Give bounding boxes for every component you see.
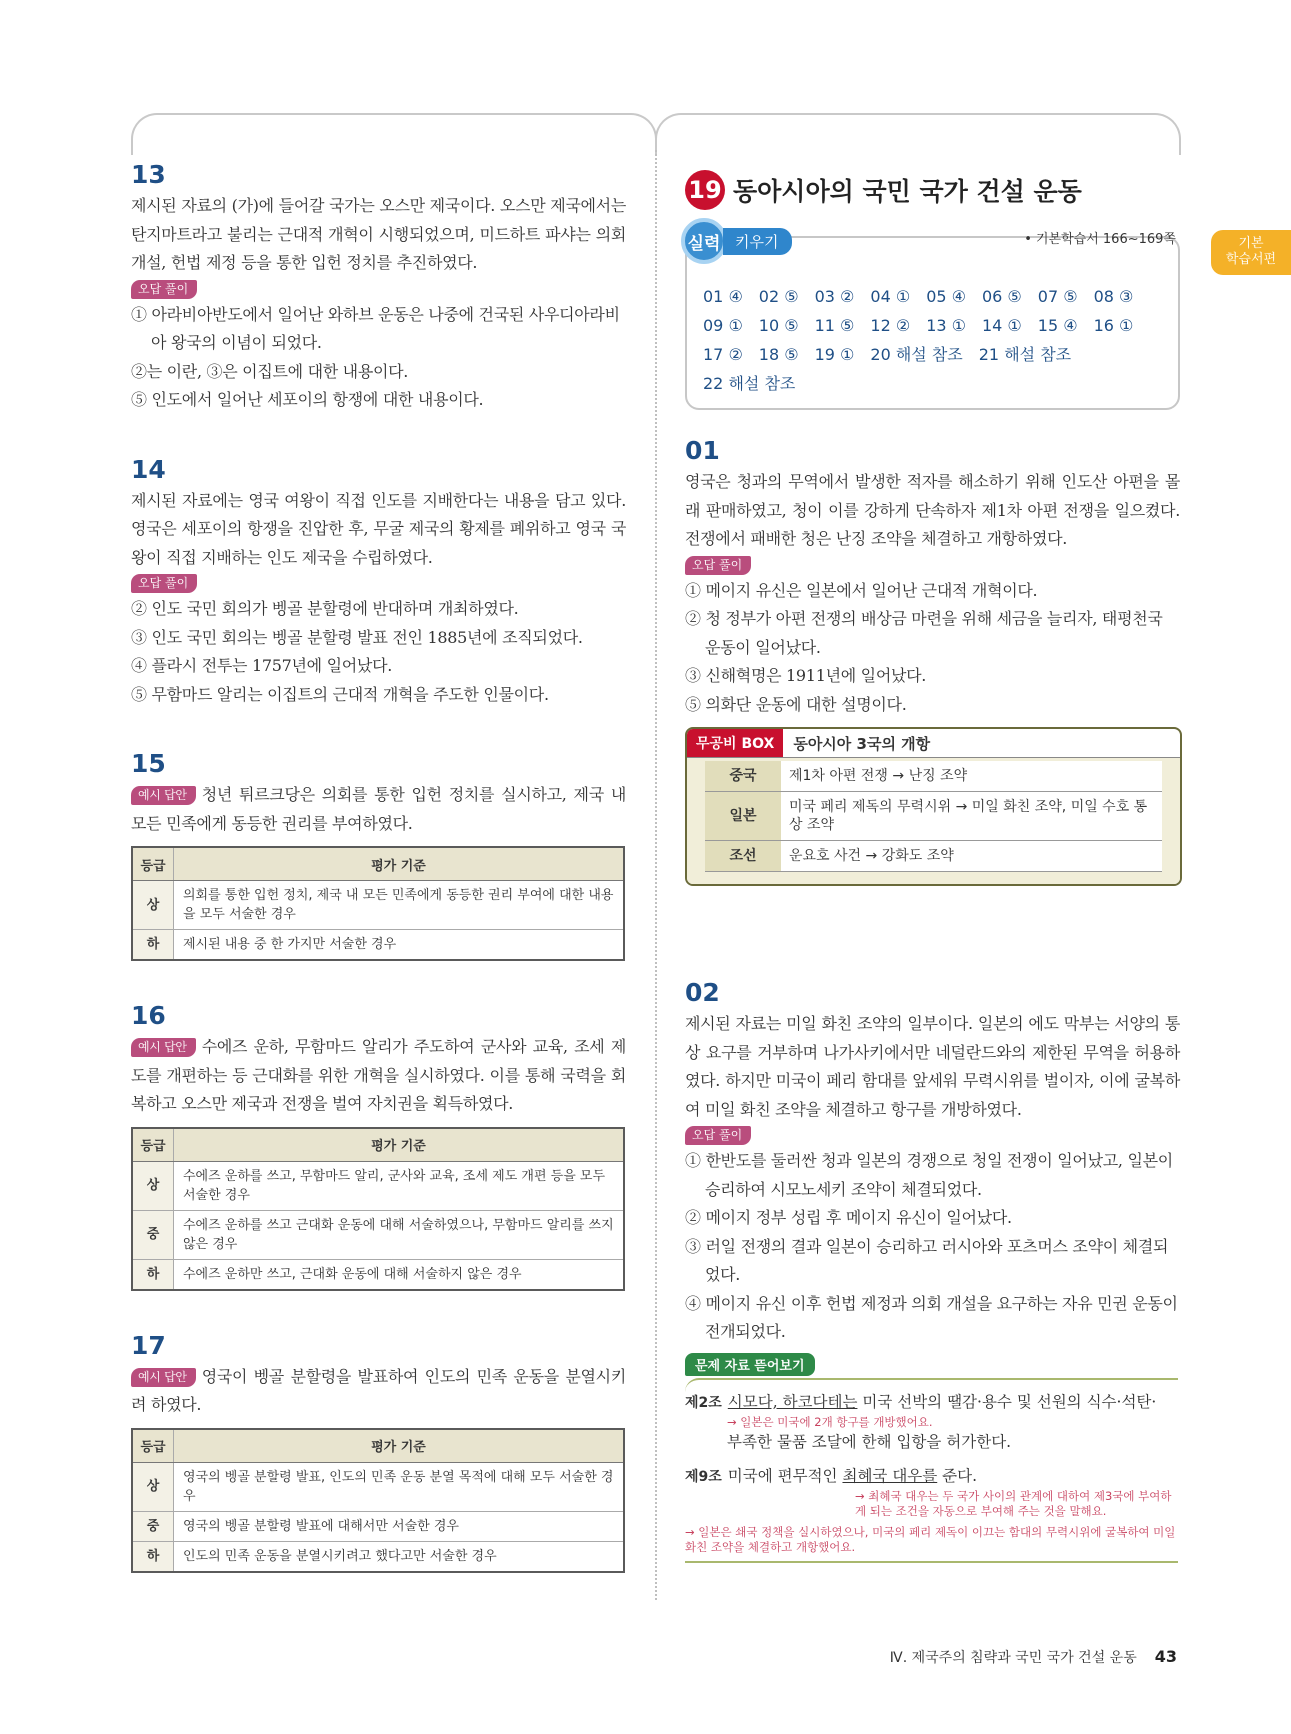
table-header-row (132, 1128, 624, 1162)
skill-circle: 실력 (681, 218, 727, 264)
explanation-text: 제시된 자료의 (가)에 들어갈 국가는 오스만 제국이다. 오스만 제국에서는 탄지마트라고 불리는 근대적 개혁이 시행되었으며, 미드하트 파샤는 의회 개설, 헌법 제정 등을 통한 입헌 정치를 추진하였다. (131, 196, 626, 272)
answer-item: 09 ① (703, 316, 743, 335)
criteria-cell: 수에즈 운하만 쓰고, 근대화 운동에 대해 서술하지 않은 경우 (174, 1259, 625, 1290)
answer-item: 17 ② (703, 345, 743, 364)
grade-cell: 하 (132, 1259, 174, 1290)
info-box-body (687, 758, 1180, 884)
question-number: 13 (131, 160, 166, 189)
list-item: ② 청 정부가 아편 전쟁의 배상금 마련을 위해 세금을 늘리자, 태평천국 운동이 일어났다. (685, 609, 1163, 657)
table-row (705, 792, 1162, 841)
desc-cell: 운요호 사건 → 강화도 조약 (781, 841, 1162, 872)
reference-text: • 기본학습서 166~169쪽 (1024, 232, 1176, 247)
country-cell: 중국 (705, 761, 781, 792)
side-tab-line2: 학습서편 (1225, 252, 1277, 267)
answer-15 (131, 749, 626, 961)
page-footer (890, 1647, 1177, 1667)
article-text: 미국에 편무적인 (727, 1466, 843, 1485)
table-row (132, 1511, 624, 1541)
desc-cell: 미국 페리 제독의 무력시위 → 미일 화친 조약, 미일 수호 통상 조약 (781, 792, 1162, 841)
answer-key-box (685, 232, 1180, 410)
side-tab[interactable] (1211, 230, 1291, 275)
wrong-answer-list (685, 1147, 1180, 1347)
table-row (132, 1462, 624, 1511)
article-text: 미국 선박의 땔감·용수 및 선원의 식수·석탄· (857, 1392, 1157, 1411)
answer-list (703, 282, 1160, 398)
table-row (132, 1210, 624, 1259)
answer-item: 06 ⑤ (981, 287, 1022, 306)
side-tab-line1: 기본 (1238, 236, 1264, 251)
skill-badge (681, 218, 792, 264)
answer-item: 20 해설 참조 (870, 345, 963, 364)
answer-item: 03 ② (814, 287, 855, 306)
summary-note: → 일본은 쇄국 정책을 실시하였으나, 미국의 페리 제독이 이끄는 함대의 무력시위에 굴복하여 미일 화친 조약을 체결하고 개항했어요. (685, 1524, 1176, 1554)
model-answer-badge: 예시 답안 (131, 1038, 196, 1057)
article-9 (685, 1464, 1178, 1489)
answer-item: 05 ④ (926, 287, 966, 306)
grade-header: 등급 (132, 1429, 174, 1463)
answer-17 (131, 1331, 626, 1573)
criteria-cell: 영국의 벵골 분할령 발표에 대해서만 서술한 경우 (174, 1511, 625, 1541)
country-cell: 조선 (705, 841, 781, 872)
article-number: 제2조 (685, 1394, 722, 1411)
list-item: ① 한반도를 둘러싼 청과 일본의 경쟁으로 청일 전쟁이 일어났고, 일본이 승리하여 시모노세키 조약이 체결되었다. (685, 1151, 1173, 1199)
model-answer-text: 청년 튀르크당은 의회를 통한 입헌 정치를 실시하고, 제국 내 모든 민족에게 동등한 권리를 부여하였다. (131, 785, 626, 833)
model-answer-badge: 예시 답안 (131, 786, 196, 805)
opening-table (705, 761, 1162, 872)
list-item: ④ 플라시 전투는 1757년에 일어났다. (131, 656, 393, 675)
list-item: ⑤ 무함마드 알리는 이집트의 근대적 개혁을 주도한 인물이다. (131, 684, 549, 704)
article-number: 제9조 (685, 1468, 722, 1485)
model-answer-text: 수에즈 운하, 무함마드 알리가 주도하여 군사와 교육, 조세 제도를 개편하는 등 근대화를 위한 개혁을 실시하였다. 이를 통해 국력을 회복하고 오스만 제국과 전쟁을 벌여 자치권을 획득하였다. (131, 1037, 626, 1113)
grade-cell: 하 (132, 930, 174, 961)
wrong-answer-badge: 오답 풀이 (685, 1126, 751, 1145)
explanation-text: 영국은 청과의 무역에서 발생한 적자를 해소하기 위해 인도산 아편을 몰래 판매하였고, 청이 이를 강하게 단속하자 제1차 아편 전쟁을 일으켰다. 전쟁에서 패배한 청은 난징 조약을 체결하고 개항하였다. (685, 472, 1180, 548)
annotation-note: → 일본은 미국에 2개 항구를 개방했어요. (727, 1414, 933, 1429)
criteria-cell: 의회를 통한 입헌 정치, 제국 내 모든 민족에게 동등한 권리 부여에 대한 내용을 모두 서술한 경우 (174, 881, 625, 930)
answer-02 (685, 978, 1180, 1563)
list-item: ③ 인도 국민 회의는 벵골 분할령 발표 전인 1885년에 조직되었다. (131, 627, 583, 647)
unit-number: 19 (685, 170, 725, 210)
model-answer-badge: 예시 답안 (131, 1368, 196, 1387)
list-item: ② 인도 국민 회의가 벵골 분할령에 반대하며 개최하였다. (131, 599, 519, 618)
list-item: ④ 메이지 유신 이후 헌법 제정과 의회 개설을 요구하는 자유 민권 운동이 전개되었다. (685, 1293, 1178, 1341)
grading-table (131, 846, 625, 961)
wrong-answer-list (685, 577, 1180, 720)
skill-tag: 키우기 (723, 228, 792, 255)
explanation-text: 제시된 자료에는 영국 여왕이 직접 인도를 지배한다는 내용을 담고 있다. 영국은 세포이의 항쟁을 진압한 후, 무굴 제국의 황제를 폐위하고 영국 국왕이 직접 지배하는 인도 제국을 수립하였다. (131, 490, 626, 567)
question-number: 16 (131, 1001, 166, 1030)
answer-item: 10 ⑤ (758, 316, 799, 335)
info-box-title: 동아시아 3국의 개항 (793, 734, 931, 753)
article-underlined: 시모다, 하코다테는 (727, 1392, 858, 1411)
grading-table (131, 1428, 625, 1573)
list-item: ⑤ 의화단 운동에 대한 설명이다. (685, 694, 907, 714)
right-column (685, 170, 1180, 1603)
table-row (132, 930, 624, 961)
answer-item: 18 ⑤ (758, 345, 799, 364)
answer-item: 19 ① (814, 345, 855, 364)
left-column (131, 160, 626, 1613)
grade-header: 등급 (132, 1128, 174, 1162)
source-analysis-label: 문제 자료 뜯어보기 (685, 1353, 815, 1376)
wrong-answer-badge: 오답 풀이 (131, 280, 197, 299)
grade-header: 등급 (132, 847, 174, 881)
article-continuation: 부족한 물품 조달에 한해 입항을 허가한다. (727, 1432, 1012, 1451)
list-item: ③ 신해혁명은 1911년에 일어났다. (685, 666, 927, 685)
criteria-cell: 수에즈 운하를 쓰고, 무함마드 알리, 군사와 교육, 조세 제도 개편 등을 모두 서술한 경우 (174, 1161, 625, 1210)
answer-14 (131, 455, 626, 710)
answer-item: 13 ① (926, 316, 966, 335)
answer-item: 02 ⑤ (758, 287, 799, 306)
explanation-text: 제시된 자료는 미일 화친 조약의 일부이다. 일본의 에도 막부는 서양의 통상 요구를 거부하며 나가사키에서만 네덜란드와의 제한된 무역을 허용하였다. 하지만 미국이 페리 함대를 앞세워 무력시위를 벌이자, 이에 굴복하여 미일 화친 조약을 체결하고 항구를 개방하였다. (685, 1014, 1180, 1119)
grade-cell: 상 (132, 1161, 174, 1210)
question-number: 15 (131, 749, 166, 778)
grade-cell: 중 (132, 1210, 174, 1259)
criteria-header: 평가 기준 (174, 1429, 625, 1463)
criteria-cell: 제시된 내용 중 한 가지만 서술한 경우 (174, 930, 625, 961)
answer-item: 15 ④ (1037, 316, 1078, 335)
page-number: 43 (1154, 1647, 1177, 1666)
criteria-cell: 영국의 벵골 분할령 발표, 인도의 민족 운동 분열 목적에 대해 모두 서술한 경우 (174, 1462, 625, 1511)
table-row (132, 881, 624, 930)
answer-item: 21 해설 참조 (978, 345, 1072, 364)
wrong-answer-badge: 오답 풀이 (685, 556, 751, 575)
info-box-header (687, 729, 1180, 758)
grade-cell: 중 (132, 1511, 174, 1541)
answer-item: 12 ② (870, 316, 911, 335)
question-number: 02 (685, 978, 720, 1007)
wrong-answer-badge: 오답 풀이 (131, 574, 197, 593)
answer-item: 14 ① (981, 316, 1022, 335)
right-column-frame (655, 113, 1181, 155)
list-item: ③ 러일 전쟁의 결과 일본이 승리하고 러시아와 포츠머스 조약이 체결되었다. (685, 1236, 1169, 1284)
list-item: ⑤ 인도에서 일어난 세포이의 항쟁에 대한 내용이다. (131, 390, 484, 409)
source-analysis-box (685, 1378, 1178, 1563)
table-row (705, 841, 1162, 872)
grading-table (131, 1127, 625, 1291)
chapter-title: Ⅳ. 제국주의 침략과 국민 국가 건설 운동 (889, 1650, 1137, 1666)
criteria-header: 평가 기준 (174, 847, 625, 881)
model-answer (131, 781, 626, 838)
info-box-tag: 무공비 BOX (687, 729, 783, 757)
model-answer-text: 영국이 벵골 분할령을 발표하여 인도의 민족 운동을 분열시키려 하였다. (131, 1366, 626, 1414)
annotation-note: → 최혜국 대우는 두 국가 사이의 관계에 대하여 제3국에 부여하게 되는 조건을 자동으로 부여해 주는 것을 말해요. (855, 1488, 1172, 1518)
wrong-answer-list (131, 301, 626, 415)
table-header-row (132, 847, 624, 881)
grade-cell: 상 (132, 881, 174, 930)
criteria-header: 평가 기준 (174, 1128, 625, 1162)
table-row (132, 1259, 624, 1290)
question-number: 01 (685, 436, 720, 465)
answer-item: 04 ① (870, 287, 911, 306)
article-underlined: 최혜국 대우를 (842, 1466, 938, 1485)
wrong-answer-list (131, 595, 626, 709)
unit-title: 동아시아의 국민 국가 건설 운동 (733, 177, 1082, 206)
table-header-row (132, 1429, 624, 1463)
info-box (685, 727, 1182, 886)
unit-heading (685, 170, 1180, 210)
left-column-frame (131, 113, 657, 155)
answer-13 (131, 160, 626, 415)
question-number: 14 (131, 454, 166, 484)
answer-01 (685, 436, 1180, 886)
model-answer (131, 1033, 626, 1119)
list-item: ② 메이지 정부 성립 후 메이지 유신이 일어났다. (685, 1208, 1012, 1227)
answer-item: 16 ① (1093, 316, 1134, 335)
answer-item: 22 해설 참조 (703, 374, 796, 393)
grade-cell: 상 (132, 1462, 174, 1511)
column-divider (655, 150, 657, 1600)
criteria-cell: 수에즈 운하를 쓰고 근대화 운동에 대해 서술하였으나, 무함마드 알리를 쓰지 않은 경우 (174, 1210, 625, 1259)
answer-item: 07 ⑤ (1037, 287, 1078, 306)
question-number: 17 (131, 1330, 166, 1360)
desc-cell: 제1차 아편 전쟁 → 난징 조약 (781, 761, 1162, 792)
country-cell: 일본 (705, 792, 781, 841)
table-row (705, 761, 1162, 792)
answer-item: 01 ④ (703, 287, 743, 306)
answer-16 (131, 1001, 626, 1291)
list-item: ②는 이란, ③은 이집트에 대한 내용이다. (131, 361, 409, 381)
criteria-cell: 인도의 민족 운동을 분열시키려고 했다고만 서술한 경우 (174, 1541, 625, 1572)
model-answer (131, 1363, 626, 1420)
article-2 (685, 1390, 1178, 1415)
grade-cell: 하 (132, 1541, 174, 1572)
table-row (132, 1161, 624, 1210)
list-item: ① 아라비아반도에서 일어난 와하브 운동은 나중에 건국된 사우디아라비아 왕국의 이념이 되었다. (131, 304, 620, 352)
list-item: ① 메이지 유신은 일본에서 일어난 근대적 개혁이다. (685, 580, 1038, 600)
table-row (132, 1541, 624, 1572)
answer-item: 08 ③ (1093, 287, 1134, 306)
answer-item: 11 ⑤ (814, 316, 855, 335)
article-text-end: 준다. (937, 1466, 978, 1485)
